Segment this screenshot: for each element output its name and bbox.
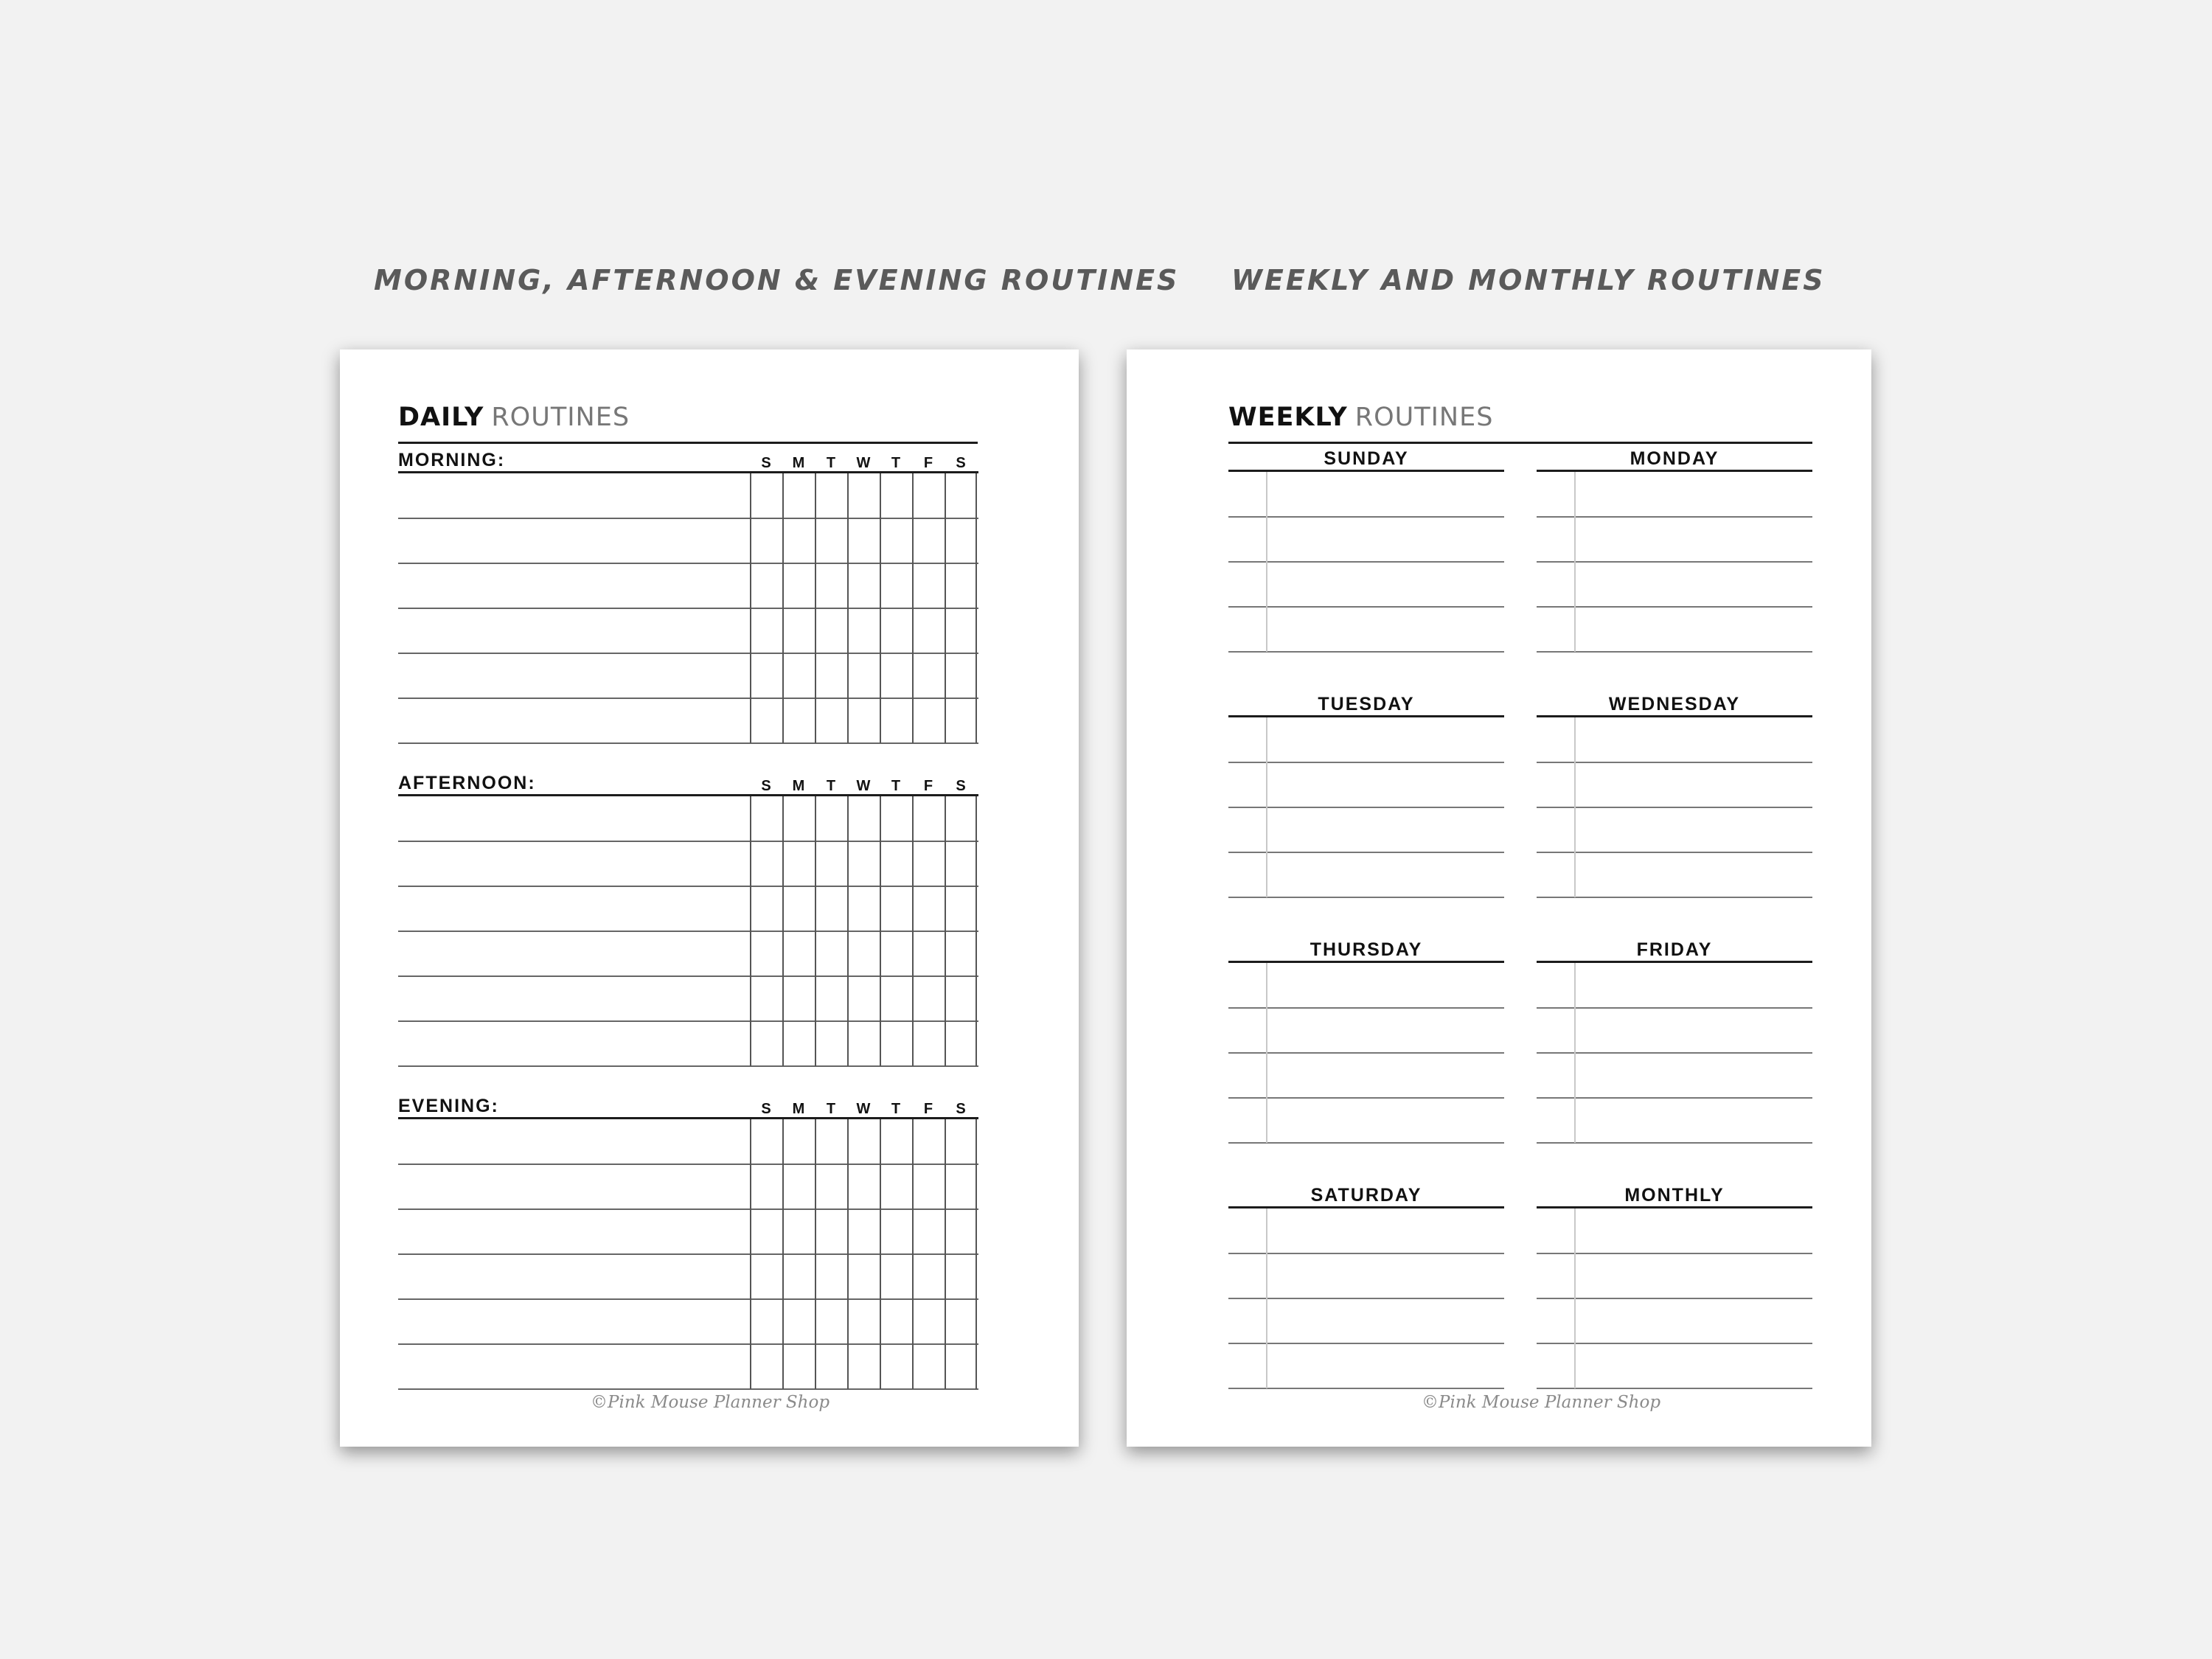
routine-row-line	[1228, 807, 1504, 808]
block-label: MONDAY	[1630, 448, 1719, 469]
section-header	[398, 772, 978, 796]
routine-row-line	[1537, 852, 1812, 853]
margin-line	[1266, 963, 1267, 1143]
block-header	[1228, 448, 1504, 472]
check-column-line	[975, 796, 977, 1066]
block-friday	[1537, 939, 1812, 1130]
routine-row-line	[398, 698, 978, 699]
section-header	[398, 449, 978, 473]
weekday-letter: T	[826, 778, 836, 794]
brand-footer: ©Pink Mouse Planner Shop	[1422, 1393, 1661, 1412]
check-column-line	[750, 473, 751, 743]
routine-row-line	[1537, 897, 1812, 898]
routine-row-line	[398, 608, 978, 609]
check-column-line	[847, 796, 849, 1066]
routine-row-line	[1228, 1298, 1504, 1299]
margin-line	[1266, 472, 1267, 652]
margin-line	[1266, 717, 1267, 897]
block-header	[1537, 939, 1812, 963]
check-column-line	[782, 473, 784, 743]
block-monthly	[1537, 1184, 1812, 1376]
block-lines[interactable]	[1537, 472, 1812, 652]
weekday-letter: F	[923, 1101, 933, 1117]
weekday-letter: S	[761, 778, 771, 794]
block-lines[interactable]	[1228, 963, 1504, 1143]
weekday-letters	[750, 453, 978, 473]
title-light: ROUTINES	[491, 403, 630, 432]
weekday-letter: M	[792, 778, 805, 794]
routine-row-line	[1537, 1343, 1812, 1344]
check-column-line	[880, 796, 881, 1066]
check-column-line	[975, 1119, 977, 1389]
check-column-line	[975, 473, 977, 743]
routine-row-line	[1537, 1052, 1812, 1054]
weekday-letter: S	[956, 778, 966, 794]
routine-row-line	[1537, 1142, 1812, 1144]
right-caption: WEEKLY AND MONTHLY ROUTINES	[1231, 264, 1826, 296]
afternoon-section	[398, 772, 978, 1060]
block-monday	[1537, 448, 1812, 639]
routine-row-line	[1537, 1298, 1812, 1299]
weekday-letter: T	[826, 1101, 836, 1117]
routine-row-line	[398, 841, 978, 842]
block-tuesday	[1228, 693, 1504, 885]
routine-row-line	[1537, 1388, 1812, 1389]
block-wednesday	[1537, 693, 1812, 885]
block-lines[interactable]	[1537, 963, 1812, 1143]
check-column-line	[912, 473, 914, 743]
evening-section	[398, 1095, 978, 1382]
routine-row-line	[398, 975, 978, 977]
check-column-line	[945, 1119, 946, 1389]
weekday-letter: F	[923, 455, 933, 471]
routine-row-line	[1228, 516, 1504, 518]
check-column-line	[750, 1119, 751, 1389]
routine-row-line	[1228, 1343, 1504, 1344]
routine-row-line	[398, 563, 978, 564]
section-header	[398, 1095, 978, 1119]
check-column-line	[847, 473, 849, 743]
weekday-letter: T	[891, 1101, 901, 1117]
weekday-letter: M	[792, 455, 805, 471]
morning-section	[398, 449, 978, 737]
block-label: SUNDAY	[1324, 448, 1409, 469]
routine-row-line	[398, 1298, 978, 1300]
routine-row-line	[1537, 606, 1812, 608]
left-caption: MORNING, AFTERNOON & EVENING ROUTINES	[374, 264, 1180, 296]
block-header	[1228, 693, 1504, 717]
routine-row-line	[1537, 561, 1812, 563]
weekday-letter: W	[856, 778, 871, 794]
routine-row-line	[1228, 1253, 1504, 1254]
weekday-letter: S	[956, 1101, 966, 1117]
routine-row-line	[1537, 1253, 1812, 1254]
check-column-line	[880, 473, 881, 743]
block-lines[interactable]	[1537, 1208, 1812, 1388]
block-lines[interactable]	[1228, 472, 1504, 652]
routine-row-line	[1537, 651, 1812, 653]
title-light: ROUTINES	[1354, 403, 1494, 432]
block-label: MONTHLY	[1624, 1185, 1725, 1206]
weekly-routines-page	[1127, 349, 1871, 1447]
routine-row-line	[1228, 651, 1504, 653]
check-column-line	[945, 473, 946, 743]
brand-footer: ©Pink Mouse Planner Shop	[591, 1393, 830, 1412]
routine-row-line	[1228, 1007, 1504, 1009]
weekday-letter: T	[891, 778, 901, 794]
title-bold: WEEKLY	[1228, 403, 1348, 432]
routine-checklist-grid[interactable]	[398, 1119, 978, 1389]
weekday-letter: S	[761, 1101, 771, 1117]
weekday-letter: T	[826, 455, 836, 471]
block-lines[interactable]	[1537, 717, 1812, 897]
weekday-letters	[750, 1099, 978, 1119]
routine-row-line	[1228, 1388, 1504, 1389]
weekday-letter: F	[923, 778, 933, 794]
weekday-letter: T	[891, 455, 901, 471]
title-bold: DAILY	[398, 403, 484, 432]
routine-row-line	[398, 1343, 978, 1345]
routine-checklist-grid[interactable]	[398, 796, 978, 1066]
routine-row-line	[398, 1020, 978, 1022]
check-column-line	[912, 1119, 914, 1389]
check-column-line	[815, 796, 816, 1066]
routine-row-line	[398, 518, 978, 519]
routine-row-line	[1537, 1007, 1812, 1009]
margin-line	[1574, 1208, 1576, 1388]
routine-row-line	[398, 886, 978, 887]
margin-line	[1574, 963, 1576, 1143]
block-header	[1228, 1184, 1504, 1208]
routine-row-line	[398, 1065, 978, 1067]
block-sunday	[1228, 448, 1504, 639]
block-header	[1537, 448, 1812, 472]
block-lines[interactable]	[1228, 1208, 1504, 1388]
routine-row-line	[398, 1388, 978, 1390]
weekday-letter: W	[856, 1101, 871, 1117]
routine-row-line	[1228, 762, 1504, 763]
routine-row-line	[1228, 606, 1504, 608]
routine-row-line	[398, 1164, 978, 1165]
routine-row-line	[398, 653, 978, 654]
weekday-letter: S	[956, 455, 966, 471]
routine-row-line	[398, 1208, 978, 1210]
check-column-line	[945, 796, 946, 1066]
block-lines[interactable]	[1228, 717, 1504, 897]
section-label-afternoon: AFTERNOON:	[398, 773, 536, 793]
block-label: FRIDAY	[1636, 939, 1713, 960]
check-column-line	[750, 796, 751, 1066]
routine-row-line	[1228, 561, 1504, 563]
routine-row-line	[1537, 807, 1812, 808]
routine-row-line	[1228, 1097, 1504, 1099]
daily-routines-page	[340, 349, 1079, 1447]
weekday-letter: M	[792, 1101, 805, 1117]
routine-checklist-grid[interactable]	[398, 473, 978, 743]
block-label: SATURDAY	[1310, 1185, 1422, 1206]
routine-row-line	[1228, 897, 1504, 898]
block-thursday	[1228, 939, 1504, 1130]
margin-line	[1266, 1208, 1267, 1388]
check-column-line	[912, 796, 914, 1066]
routine-row-line	[398, 742, 978, 744]
routine-row-line	[1537, 762, 1812, 763]
weekday-letters	[750, 776, 978, 796]
block-header	[1228, 939, 1504, 963]
section-label-morning: MORNING:	[398, 450, 506, 470]
margin-line	[1574, 472, 1576, 652]
section-label-evening: EVENING:	[398, 1096, 499, 1116]
block-label: WEDNESDAY	[1608, 694, 1741, 714]
check-column-line	[847, 1119, 849, 1389]
block-label: THURSDAY	[1310, 939, 1423, 960]
routine-row-line	[398, 1253, 978, 1255]
routine-row-line	[1228, 1052, 1504, 1054]
check-column-line	[782, 796, 784, 1066]
check-column-line	[880, 1119, 881, 1389]
weekday-letter: W	[856, 455, 871, 471]
routine-row-line	[398, 931, 978, 932]
routine-row-line	[1228, 1142, 1504, 1144]
routine-row-line	[1537, 1097, 1812, 1099]
routine-row-line	[1537, 516, 1812, 518]
block-saturday	[1228, 1184, 1504, 1376]
page-title	[1228, 398, 1812, 444]
weekday-letter: S	[761, 455, 771, 471]
block-label: TUESDAY	[1318, 694, 1415, 714]
check-column-line	[815, 1119, 816, 1389]
routine-row-line	[1228, 852, 1504, 853]
block-header	[1537, 1184, 1812, 1208]
check-column-line	[782, 1119, 784, 1389]
check-column-line	[815, 473, 816, 743]
margin-line	[1574, 717, 1576, 897]
page-title	[398, 398, 978, 444]
block-header	[1537, 693, 1812, 717]
